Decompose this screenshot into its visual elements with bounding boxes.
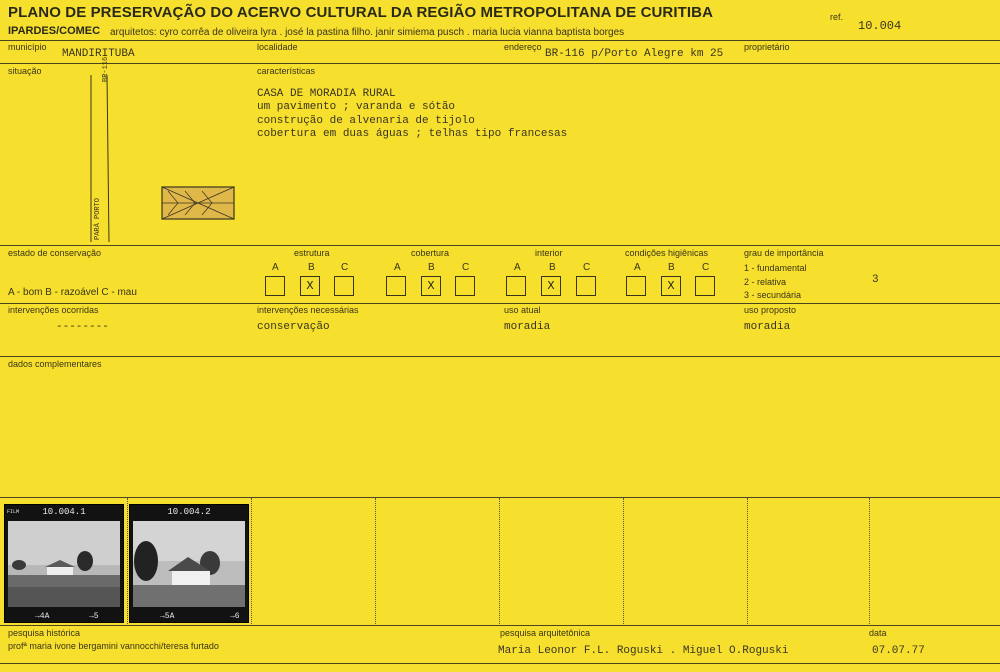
divider [0, 663, 1000, 664]
letter-b: B [428, 262, 435, 273]
divider [0, 303, 1000, 304]
cobertura-a-checkbox[interactable] [386, 276, 406, 296]
letter-b: B [549, 262, 556, 273]
interior-label: interior [535, 248, 563, 258]
condicoes-a-checkbox[interactable] [626, 276, 646, 296]
data-label: data [869, 628, 887, 638]
photo-cell-divider [375, 498, 376, 624]
uso-atual-label: uso atual [504, 305, 541, 315]
endereco-value: BR-116 p/Porto Alegre km 25 [545, 48, 724, 60]
photo-1-caption: 10.004.1 [42, 507, 86, 517]
house-photo-image [5, 505, 123, 622]
ocorridas-value: -------- [56, 321, 109, 333]
localidade-label: localidade [257, 42, 298, 52]
conservacao-legend: A - bom B - razoável C - mau [8, 287, 137, 298]
interior-a-checkbox[interactable] [506, 276, 526, 296]
interior-c-checkbox[interactable] [576, 276, 596, 296]
estrutura-b-checkbox[interactable]: X [300, 276, 320, 296]
condicoes-label: condições higiênicas [625, 248, 709, 258]
endereco-label: endereço [504, 42, 542, 52]
photo-cell-divider [747, 498, 748, 624]
architects-line: arquitetos: cyro corrêa de oliveira lyra . josé la pastina filho. janir simiema pusch . maria lucia vianna baptista borges [110, 27, 625, 38]
photo-cell-divider [869, 498, 870, 624]
caracteristicas-line-2: um pavimento ; varanda e sótão [257, 101, 456, 113]
caracteristicas-line-3: construção de alvenaria de tijolo [257, 115, 475, 127]
conservacao-label: estado de conservação [8, 248, 102, 258]
uso-proposto-value: moradia [744, 321, 791, 333]
photo-2-frame-right: →6 [230, 612, 240, 621]
estrutura-a-checkbox[interactable] [265, 276, 285, 296]
caracteristicas-line-4: cobertura em duas águas ; telhas tipo francesas [257, 128, 568, 140]
interior-b-checkbox[interactable]: X [541, 276, 561, 296]
caracteristicas-label: características [257, 66, 316, 76]
importancia-option-1: 1 - fundamental [744, 263, 807, 273]
divider [0, 245, 1000, 246]
letter-a: A [634, 262, 641, 273]
uso-proposto-label: uso proposto [744, 305, 797, 315]
letter-c: C [462, 262, 470, 273]
letter-c: C [702, 262, 710, 273]
photo-1-frame-right: →5 [89, 612, 99, 621]
estrutura-c-checkbox[interactable] [334, 276, 354, 296]
condicoes-c-checkbox[interactable] [695, 276, 715, 296]
necessarias-value: conservação [257, 321, 330, 333]
photo-cell-divider [623, 498, 624, 624]
photo-1-film-label: FILM [7, 509, 20, 515]
photo-cell-divider [251, 498, 252, 624]
photo-cell-divider [127, 498, 128, 624]
letter-a: A [394, 262, 401, 273]
letter-a: A [514, 262, 521, 273]
divider [0, 497, 1000, 498]
dados-label: dados complementares [8, 359, 102, 369]
photo-cell-divider [499, 498, 500, 624]
data-value: 07.07.77 [872, 645, 925, 657]
arquitetonica-value: Maria Leonor F.L. Roguski . Miguel O.Roguski [498, 645, 789, 657]
divider [0, 356, 1000, 357]
cobertura-label: cobertura [411, 248, 450, 258]
house-photo-image [130, 505, 248, 622]
letter-a: A [272, 262, 279, 273]
photo-2-caption: 10.004.2 [167, 507, 211, 517]
historica-label: pesquisa histórica [8, 628, 81, 638]
estrutura-label: estrutura [294, 248, 330, 258]
org-name: IPARDES/COMEC [8, 25, 101, 37]
letter-b: B [668, 262, 675, 273]
divider [0, 625, 1000, 626]
importancia-option-3: 3 - secundária [744, 290, 802, 300]
importancia-value: 3 [872, 274, 879, 286]
contact-photo-1[interactable] [4, 504, 124, 623]
situacao-label: situação [8, 66, 42, 76]
cobertura-b-checkbox[interactable]: X [421, 276, 441, 296]
necessarias-label: intervenções necessárias [257, 305, 359, 315]
arquitetonica-label: pesquisa arquitetônica [500, 628, 591, 638]
photo-1-frame-left: →4A [35, 612, 50, 621]
contact-photo-2[interactable] [129, 504, 249, 623]
situacao-sketch [60, 75, 260, 245]
ref-label: ref. [830, 12, 844, 22]
importancia-label: grau de importância [744, 248, 824, 258]
photo-2-frame-left: →5A [160, 612, 175, 621]
importancia-option-2: 2 - relativa [744, 277, 787, 287]
letter-c: C [341, 262, 349, 273]
letter-b: B [308, 262, 315, 273]
road-label-top: BR-116 [102, 56, 110, 82]
caracteristicas-line-1: CASA DE MORADIA RURAL [257, 88, 396, 100]
divider [0, 40, 1000, 41]
proprietario-label: proprietário [744, 42, 790, 52]
municipio-label: município [8, 42, 47, 52]
road-label-bottom: PARÁ PORTO [94, 197, 102, 240]
uso-atual-value: moradia [504, 321, 551, 333]
historica-value: profª maria ivone bergamini vannocchi/teresa furtado [8, 641, 219, 651]
ref-value: 10.004 [858, 19, 902, 33]
card-title: PLANO DE PRESERVAÇÃO DO ACERVO CULTURAL DA REGIÃO METROPOLITANA DE CURITIBA [8, 4, 714, 21]
divider [0, 63, 1000, 64]
letter-c: C [583, 262, 591, 273]
condicoes-b-checkbox[interactable]: X [661, 276, 681, 296]
cobertura-c-checkbox[interactable] [455, 276, 475, 296]
ocorridas-label: intervenções ocorridas [8, 305, 99, 315]
municipio-value: MANDIRITUBA [62, 48, 135, 60]
